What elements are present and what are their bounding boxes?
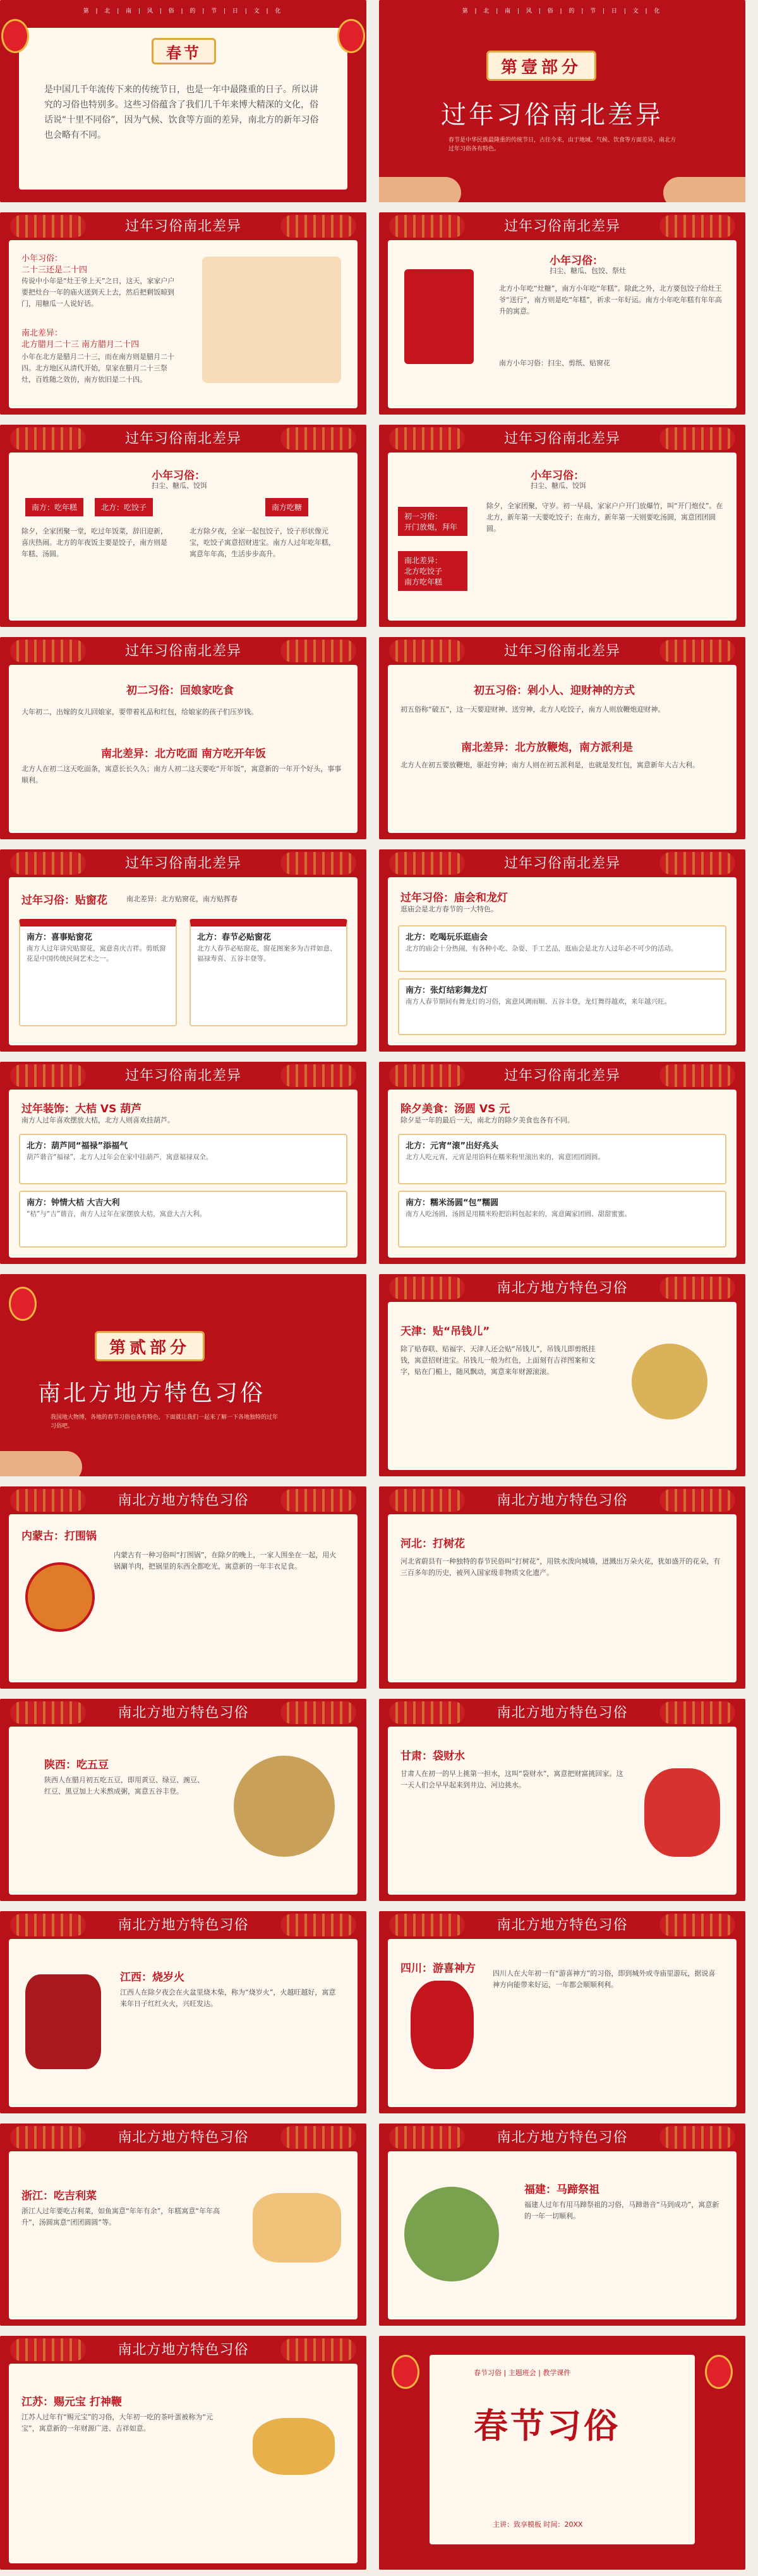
cloud-decoration [379,177,461,202]
card-title: 南方：糯米汤圆“包”糯圆 [406,1198,499,1208]
card-text: 南方人吃汤圆，汤圆是用糯米粉把馅料包起来的，寓意阖家团圆、甜甜蜜蜜。 [406,1210,631,1218]
food-icon [404,2187,499,2281]
body-text: 河北省蔚县有一种独特的春节民俗叫“打树花”，用铁水泼向城墙，迸溅出万朵火花，犹如盛开的花朵，有三百多年的历史，被列入国家级非物质文化遗产。 [400,1557,721,1577]
section2-tag: 第贰部分 [95,1331,205,1361]
cloud-decoration [663,177,745,202]
slide-8 [0,849,366,1052]
items-text: 扫尘、糖瓜、饺饵 [152,482,207,490]
body-text: 陕西人在腊月初五吃五豆，即用黄豆、绿豆、豌豆、红豆、黑豆加上大米熬成粥，寓意五谷丰登。 [44,1776,204,1795]
card-text: “桔”与“吉”谐音，南方人过年在家摆放大桔，寓意大吉大利。 [27,1210,207,1218]
body-text: 北方人在初五要放鞭炮，驱赶穷神；南方人则在初五派利是，也就是发红包，寓意新年大吉大利。 [400,761,699,769]
body-text: 甘肃人在初一的早上挑第一担水，这叫“袋财水”，寓意把财富挑回家。这一天人们会早早起来到井边、河边挑水。 [400,1770,623,1789]
info-card [19,1134,347,1184]
ending-panel [430,2355,695,2544]
info-card [19,919,177,1026]
sub-heading: 甘肃：袋财水 [400,1750,465,1763]
card-title: 北方：葫芦同“福禄”添福气 [27,1141,128,1151]
dishes-icon [253,2193,341,2263]
illustration [202,257,341,383]
slide-16 [379,1699,745,1901]
tab-label: 南方：吃年糕 [25,498,83,516]
slide-title: 南北方地方特色习俗 [117,2130,249,2146]
card-title: 南方：喜事贴窗花 [27,933,93,942]
slide-title: 南北方地方特色习俗 [117,1493,249,1509]
intro-text: 除夕是一年的最后一天，南北方的除夕美食也各有不同。 [400,1116,574,1124]
card-text: 南方人春节期间有舞龙灯的习俗，寓意风调雨顺、五谷丰登，龙灯舞得越欢，来年越兴旺。 [406,998,671,1005]
body-text: 除夕，全家团聚一堂，吃过年饭菜，辞旧迎新，喜庆热闹。北方的年夜饭主要是饺子，南方则是年糕、汤圆。 [21,527,167,558]
body-text: 小年在北方是腊月二十三，而在南方则是腊月二十四。北方地区从清代开始，皇家在腊月二十三祭灶，百姓随之效仿，南方依旧是二十四。 [21,353,174,384]
card-title: 南方：钟情大桔 大吉大利 [27,1198,120,1208]
info-card [398,978,726,1035]
info-card [190,919,347,1026]
items-text: 扫尘、糖瓜、饺饵 [531,482,586,490]
card-text: 北方人吃元宵，元宵是用馅料在糯米粉里滚出来的，寓意团团圆圆。 [406,1153,605,1161]
intro-title: 春节 [152,38,216,64]
slide-title: 过年习俗南北差异 [503,643,620,659]
slide-20 [379,2123,745,2326]
beans-icon [234,1756,335,1857]
note-text: 南方小年习俗：扫尘、剪纸、贴窗花 [499,359,610,367]
note-text: 南北差异：北方贴窗花，南方贴挥春 [126,895,238,903]
section1-slide [379,0,745,202]
sub-heading: 内蒙古：打围锅 [21,1530,97,1543]
slide-2 [0,212,366,415]
card-title: 北方：元宵“滚”出好兆头 [406,1141,499,1151]
slide-title: 过年习俗南北差异 [124,219,241,234]
sub-heading: 过年习俗：庙会和龙灯 [400,892,508,904]
card-text: 北方人春节必贴窗花，窗花图案多为吉祥如意、福禄寿喜、五谷丰登等。 [197,945,337,963]
section2-text: 我国地大物博，各地的春节习俗也各有特色，下面就让我们一起来了解一下各地独特的过年习俗吧。 [51,1414,279,1430]
slide-title: 南北方地方特色习俗 [496,1493,628,1509]
slide-9 [379,849,745,1052]
coin-icon [632,1344,707,1419]
slide-title: 南北方地方特色习俗 [496,2130,628,2146]
body-text: 浙江人过年要吃吉利菜，如鱼寓意“年年有余”，年糕寓意“年年高升”，汤圆寓意“团团圆圆”等。 [21,2207,220,2227]
intro-text: 南方人过年喜欢摆放大桔，北方人则喜欢挂葫芦。 [21,1116,174,1124]
slide-14 [379,1486,745,1689]
slide-title: 过年习俗南北差异 [503,856,620,872]
sub-heading: 南北差异：北方放鞭炮，南方派利是 [461,741,633,754]
sub-heading: 南北差异：北方吃面 南方吃开年饭 [101,748,266,760]
ending-footer: 主讲：致享模板 时间：20XX [493,2520,583,2529]
body-text: 江苏人过年有“赐元宝”的习俗，大年初一吃的茶叶蛋被称为“元宝”，寓意新的一年财源广进、吉祥如意。 [21,2413,214,2433]
slide-title: 南北方地方特色习俗 [117,1917,249,1933]
lantern-icon [705,2355,733,2389]
card-title: 南方：张灯结彩舞龙灯 [406,986,488,995]
body-text: 福建人过年有用马蹄祭祖的习俗，马蹄谐音“马到成功”，寓意新的一年一切顺利。 [524,2201,719,2220]
card-title: 北方：吃喝玩乐逛庙会 [406,933,488,942]
sub-heading: 初二习俗：回娘家吃食 [126,684,234,697]
section1-top-label: 第 | 北 | 南 | 风 | 俗 | 的 | 节 | 日 | 文 | 化 [462,8,663,15]
ending-title: 春节习俗 [474,2406,620,2446]
sub-heading: 过年习俗：贴窗花 [21,894,107,907]
sub-heading: 小年习俗： [531,470,584,482]
section1-text: 春节是中华民族最隆重的传统节日，古往今来，由于地域、气候、饮食等方面差异，南北方过年习俗各有特色。 [448,137,677,152]
sub-heading: 福建：马蹄祭祖 [524,2184,599,2196]
sub-heading: 北方腊月二十三 南方腊月二十四 [21,340,140,349]
body-text: 四川人在大年初一有“游喜神方”的习俗，即到城外或寺庙里游玩，据说喜神方向能带来好运，一年都会顺顺利利。 [493,1969,716,1989]
info-card [398,1134,726,1184]
slide-17 [0,1911,366,2113]
info-box: 南北差异： 北方吃饺子 南方吃年糕 [398,551,467,591]
deity-icon [411,1981,474,2069]
section1-tag: 第壹部分 [486,51,596,81]
body-text: 北方小年吃“灶糖”，南方小年吃“年糕”。除此之外，北方要包饺子给灶王爷“送行”，南方则是吃“年糕”，祈求一年好运。南方小年吃年糕有年年高升的寓意。 [499,284,722,315]
slide-title: 过年习俗南北差异 [124,1068,241,1084]
god-of-wealth-icon [644,1768,720,1857]
note-text: 逛庙会是北方春节的一大特色。 [400,905,498,913]
slide-title: 南北方地方特色习俗 [496,1280,628,1296]
body-text: 江西人在除夕夜会在火盆里烧木柴，称为“烧岁火”，火越旺越好，寓意来年日子红红火火，兴旺发达。 [120,1988,336,2008]
cloud-decoration [0,1451,82,1476]
slide-18 [379,1911,745,2113]
card-text: 北方的庙会十分热闹，有各种小吃、杂耍、手工艺品，逛庙会是北方人过年必不可少的活动。 [406,945,678,952]
sub-heading: 二十三还是二十四 [21,265,88,275]
intro-text: 是中国几千年流传下来的传统节日，也是一年中最隆重的日子。所以讲究的习俗也特别多。这些习俗蕴含了我们几千年来博大精深的文化，俗话说“十里不同俗”，因为气候、饮食等方面的差异，南北方的新年习俗也会略有不同。 [44,85,319,140]
slide-title: 南北方地方特色习俗 [117,2342,249,2358]
card-text: 南方人过年讲究贴窗花，寓意喜庆吉祥。剪纸窗花是中国传统民间艺术之一。 [27,945,166,963]
slide-title: 过年习俗南北差异 [124,431,241,447]
sub-heading: 四川：游喜神方 [400,1962,476,1975]
slide-21 [0,2336,366,2570]
ingot-icon [253,2418,335,2475]
lantern-icon [337,19,365,53]
sub-heading: 初五习俗：剁小人、迎财神的方式 [474,684,635,697]
body-text: 北方人在初二这天吃面条，寓意长长久久；南方人初二这天要吃“开年饭”，寓意新的一年开个好头，事事顺利。 [21,765,342,784]
slide-7 [379,637,745,839]
intro-top-label: 第 | 北 | 南 | 风 | 俗 | 的 | 节 | 日 | 文 | 化 [83,8,284,15]
info-card [398,1191,726,1248]
slide-5 [379,425,745,627]
intro-slide [0,0,366,202]
ending-top-label: 春节习俗 | 主题班会 | 教学课件 [474,2369,571,2377]
lantern-icon [392,2355,419,2389]
sub-heading: 江苏：赐元宝 打神鞭 [21,2396,122,2409]
slide-title: 过年习俗南北差异 [124,643,241,659]
sub-heading: 浙江：吃吉利菜 [21,2190,97,2202]
slide-15 [0,1699,366,1901]
sub-heading: 除夕美食：汤圆 VS 元 [400,1103,510,1115]
body-text: 内蒙古有一种习俗叫“打围锅”，在除夕的晚上，一家人围坐在一起，用火锅涮羊肉，把锅里的东西全都吃光，寓意新的一年丰衣足食。 [114,1551,337,1571]
ending-slide [379,2336,745,2570]
sub-heading: 陕西：吃五豆 [44,1759,109,1771]
slide-3 [379,212,745,415]
slide-title: 过年习俗南北差异 [503,219,620,234]
section2-title: 南北方地方特色习俗 [38,1380,266,1406]
slide-title: 南北方地方特色习俗 [117,1705,249,1721]
slide-11 [379,1062,745,1264]
sub-heading: 河北：打树花 [400,1538,465,1550]
slide-10 [0,1062,366,1264]
sub-heading: 小年习俗： [21,254,63,264]
info-box: 初一习俗： 开门放炮，拜年 [398,507,467,536]
body-text: 大年初二，出嫁的女儿回娘家，要带着礼品和红包，给娘家的孩子们压岁钱。 [21,708,258,716]
lantern-icon [9,1287,37,1321]
slide-title: 过年习俗南北差异 [503,431,620,447]
body-text: 初五俗称“破五”，这一天要迎财神、送穷神，北方人吃饺子，南方人则放鞭炮迎财神。 [400,705,665,714]
items-text: 扫尘、糖瓜、包饺、祭灶 [550,267,626,275]
slide-13 [0,1486,366,1689]
lantern-icon [1,19,29,53]
slide-title: 南北方地方特色习俗 [496,1917,628,1933]
slide-title: 过年习俗南北差异 [124,856,241,872]
fire-icon [25,1974,101,2069]
tab-label: 北方：吃饺子 [95,498,153,516]
slide-19 [0,2123,366,2326]
hotpot-icon [25,1562,95,1632]
section1-title: 过年习俗南北差异 [441,100,663,130]
card-title: 北方：春节必贴窗花 [197,933,272,942]
info-card [19,1191,347,1248]
sub-heading: 江西：烧岁火 [120,1971,184,1984]
slide-title: 南北方地方特色习俗 [496,1705,628,1721]
sub-heading: 小年习俗： [550,255,603,267]
sub-heading: 天津：贴“吊钱儿” [400,1325,490,1338]
sub-heading: 南北差异： [21,329,63,338]
sub-heading: 过年装饰：大桔 VS 葫芦 [21,1103,142,1115]
slide-title: 过年习俗南北差异 [503,1068,620,1084]
body-text: 除夕，全家团聚，守岁。初一早晨，家家户户开门放爆竹，叫“开门炮仗”。在北方，新年第一天要吃饺子；在南方，新年第一天则要吃汤圆，寓意团团圆圆。 [486,502,723,533]
slide-12 [379,1274,745,1476]
body-text: 传说中小年是“灶王爷上天”之日，这天，家家户户要把灶台一年的庙火送到天上去，然后把剩饭晾到门，用糖瓜一人说好话。 [21,277,175,308]
sub-heading: 小年习俗： [152,470,205,482]
body-text: 除了贴春联、贴福字、天津人还会贴“吊钱儿”，吊钱儿即剪纸挂钱，寓意招财进宝。吊钱儿一般为红色，上面刻有吉祥图案和文字，贴在门楣上，随风飘动，寓意来年财源滚滚。 [400,1345,596,1376]
body-text: 北方除夕夜，全家一起包饺子，饺子形状像元宝，吃饺子寓意招财进宝。南方人过年吃年糕，寓意年年高，生活步步高升。 [190,527,335,558]
year-character-icon [404,269,474,364]
tab-label: 南方吃糖 [265,498,308,516]
slide-4 [0,425,366,627]
section2-slide [0,1274,366,1476]
slide-6 [0,637,366,839]
info-card [398,925,726,972]
card-text: 葫芦谐音“福禄”，北方人过年会在家中挂葫芦，寓意福禄双全。 [27,1153,213,1161]
